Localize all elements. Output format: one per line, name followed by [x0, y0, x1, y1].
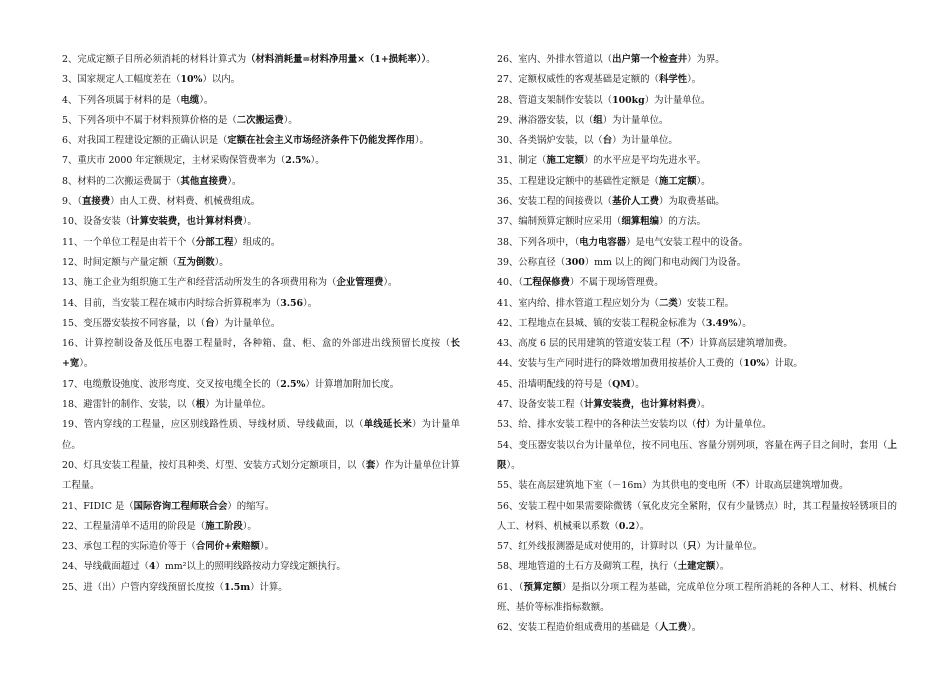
answer-text: 单线延长米	[363, 419, 412, 431]
answer-text: 施工定额	[546, 155, 584, 167]
question-text: ）组成的。	[233, 236, 281, 248]
question-item	[497, 314, 897, 334]
question-text: 20、灯具安装工程量，按灯具种类、灯型、安装方式划分定额项目，以（	[62, 459, 366, 471]
question-text: ）。	[630, 378, 645, 390]
question-item	[497, 618, 897, 638]
answer-text: 只	[687, 541, 697, 553]
answer-text: 直接费	[82, 196, 111, 208]
question-item	[62, 314, 460, 334]
question-text: ）为界。	[687, 54, 725, 65]
question-item	[62, 91, 460, 111]
question-text: 54、变压器安装以台为计量单位，按不同电压、容量分别列项，容量在两子目之间时，套用（	[497, 439, 888, 451]
question-text: ）。	[715, 561, 730, 573]
answer-text: 定额在社会主义市场经济条件下仍能发挥作用	[227, 135, 415, 147]
answer-text: 施工阶段	[205, 520, 243, 532]
question-item	[62, 517, 460, 537]
question-item	[497, 476, 897, 496]
question-text: 23、承包工程的实际造价等于（	[62, 541, 196, 553]
question-item	[62, 497, 460, 517]
question-text: 10、设备安装（	[62, 216, 131, 228]
question-text: ）为计量单位。	[644, 94, 711, 106]
question-text: ）。	[687, 622, 702, 634]
question-text: ）为计量单位。	[705, 419, 772, 431]
question-text: ）。	[79, 358, 94, 370]
answer-text: 二类	[658, 297, 678, 309]
answer-text: 分部工程	[195, 236, 234, 248]
answer-text: 电缆	[180, 94, 200, 106]
question-text: ）由人工费、材料费、机械费组成。	[110, 196, 261, 208]
question-item	[497, 151, 897, 171]
question-text: 47、设备安装工程（	[497, 399, 584, 411]
answer-text: 套	[365, 459, 376, 471]
question-text: ）。	[696, 175, 711, 187]
answer-text: （材料消耗量=材料净用量×（1+损耗率））	[246, 54, 427, 65]
question-text: ）是电气安装工程中的设备。	[626, 236, 749, 248]
answer-text: 预算定额	[523, 581, 562, 593]
answer-text: 根	[195, 399, 206, 411]
question-item	[497, 273, 897, 293]
question-text: ）mm²以上的照明线路按动力穿线定额执行。	[155, 561, 346, 573]
question-text: ）。	[214, 256, 229, 268]
question-text: ）。	[242, 520, 257, 532]
question-text: ）。	[737, 317, 752, 329]
question-text: ）计取高层建筑增加费。	[745, 480, 849, 492]
question-text: 44、安装与生产同时进行的降效增加费用按基价人工费的（	[497, 358, 744, 370]
question-item	[497, 294, 897, 314]
question-item	[62, 395, 460, 415]
question-text: 12、时间定额与产量定额（	[62, 256, 178, 268]
question-text: ）计算。	[250, 581, 288, 593]
answer-text: 300	[565, 256, 585, 268]
question-text: 56、安装工程中如果需要除微锈（氧化皮完全紧附，仅有少量锈点）时，其工程量按轻锈项目的人工、材料、机械乘以系数（	[497, 500, 897, 532]
question-item	[497, 354, 897, 374]
question-text: ）以内。	[202, 74, 240, 86]
question-text: ）不属于现场管理费。	[569, 277, 664, 289]
question-item	[62, 537, 460, 557]
left-column	[62, 50, 460, 598]
question-text: 13、施工企业为组织施工生产和经营活动所发生的各项费用称为（	[62, 277, 337, 289]
question-text: ）。	[303, 297, 318, 309]
question-text: ）。	[687, 74, 702, 86]
answer-text: 出户第一个检查井	[612, 54, 688, 65]
answer-text: 不	[680, 338, 690, 350]
question-item	[497, 131, 897, 151]
question-item	[497, 192, 897, 212]
question-text: ）计算增加附加长度。	[305, 378, 400, 390]
question-item	[62, 273, 460, 293]
question-text: ）的方法。	[658, 216, 706, 228]
question-text: ）。	[414, 135, 429, 147]
question-text: 26、室内、外排水管道以（	[497, 54, 613, 65]
question-text: 45、沿墙明配线的符号是（	[497, 378, 613, 390]
answer-text: 10%	[180, 74, 203, 86]
question-text: 18、避雷针的制作、安装，以（	[62, 399, 196, 411]
answer-text: 2.5%	[280, 378, 306, 390]
answer-text: 电力电容器	[579, 236, 627, 248]
question-text: ）mm 以上的阀门和电动阀门为设备。	[584, 256, 747, 268]
answer-text: 二次搬运费	[236, 114, 284, 126]
answer-text: 3.56	[280, 297, 304, 309]
question-item	[62, 111, 460, 131]
answer-text: 企业管理费	[336, 277, 384, 289]
question-item	[62, 415, 460, 456]
answer-text: 1.5m	[223, 581, 251, 593]
question-text: ）。	[242, 216, 257, 228]
question-item	[62, 151, 460, 171]
question-text: ）的水平应是平均先进水平。	[583, 155, 706, 167]
question-text: 35、工程建设定额中的基础性定额是（	[497, 175, 659, 187]
question-item	[62, 253, 460, 273]
question-item	[62, 212, 460, 232]
question-text: 17、电缆敷设弛度、波形弯度、交叉按电缆全长的（	[62, 378, 281, 390]
question-text: ）计取。	[765, 358, 803, 370]
question-text: ）安装工程。	[677, 297, 734, 309]
question-text: 55、装在高层建筑地下室（－16m）为其供电的变电所（	[497, 480, 737, 492]
question-text: 28、管道支架制作安装以（	[497, 94, 613, 106]
answer-text: 上限	[497, 439, 897, 471]
answer-text: 互为倒数	[177, 256, 215, 268]
question-item	[497, 70, 897, 90]
question-text: ）为计量单位。	[62, 419, 460, 451]
question-item	[497, 395, 897, 415]
question-item	[497, 50, 897, 70]
question-text: ）。	[635, 520, 650, 532]
answer-text: 工程保修费	[523, 277, 570, 289]
answer-text: 组	[593, 114, 603, 126]
question-text: 22、工程量清单不适用的阶段是（	[62, 520, 206, 532]
answer-text: 4	[148, 561, 156, 573]
question-text: ）计算高层建筑增加费。	[689, 338, 793, 350]
question-item	[497, 172, 897, 192]
answer-text: 科学性	[658, 74, 688, 86]
question-item	[497, 578, 897, 619]
answer-text: 人工费	[658, 622, 688, 634]
question-text: 58、埋地管道的土石方及砌筑工程，执行（	[497, 561, 678, 573]
right-column	[497, 50, 897, 639]
question-text: 16、计算控制设备及低压电器工程量时，各种箱、盘、柜、盒的外部进出线预留长度按（	[62, 338, 451, 350]
question-item	[62, 456, 460, 497]
question-text: 19、管内穿线的工程量，应区别线路性质、导线材质、导线截面，以（	[62, 419, 364, 431]
question-text: 7、重庆市 2000 年定额规定，主材采购保管费率为（	[62, 155, 286, 167]
question-text: 27、定额权威性的客观基础是定额的（	[497, 74, 659, 86]
question-item	[62, 50, 460, 70]
question-text: ）为计量单位。	[612, 135, 678, 147]
question-text: 15、变压器安装按不同容量，以（	[62, 317, 206, 329]
answer-text: 长+宽	[62, 338, 460, 370]
answer-text: 不	[736, 480, 746, 492]
question-item	[497, 253, 897, 273]
question-item	[62, 70, 460, 90]
question-text: 61、（	[497, 581, 524, 593]
question-text: 25、进（出）户管内穿线预留长度按（	[62, 581, 224, 593]
question-item	[497, 497, 897, 538]
answer-text: 10%	[743, 358, 766, 370]
answer-text: 付	[696, 419, 706, 431]
question-text: 31、制定（	[497, 155, 547, 167]
question-text: 40、（	[497, 277, 523, 289]
question-item	[62, 172, 460, 192]
question-text: 36、安装工程的间接费以（	[497, 196, 613, 208]
question-item	[497, 436, 897, 477]
question-text: 。	[426, 54, 436, 65]
question-text: 6、对我国工程建设定额的正确认识是（	[62, 135, 228, 147]
question-text: 9、（	[62, 196, 83, 208]
question-item	[62, 131, 460, 151]
question-item	[497, 375, 897, 395]
answer-text: 0.2	[618, 520, 636, 532]
question-text: 39、公称直径（	[497, 256, 566, 268]
question-text: 5、下列各项中不属于材料预算价格的是（	[62, 114, 237, 126]
question-text: 38、下列各项中，（	[497, 236, 580, 248]
question-item	[497, 111, 897, 131]
question-text: 30、各类锅炉安装，以（	[497, 135, 603, 147]
question-text: 24、导线截面超过（	[62, 561, 149, 573]
answer-text: 2.5%	[285, 155, 311, 167]
question-text: ）。	[283, 114, 298, 126]
question-text: 21、FIDIC 是（	[62, 500, 134, 512]
question-text: 2、完成定额子目所必须消耗的材料计算式为	[62, 54, 247, 65]
question-item	[497, 91, 897, 111]
answer-text: 基价人工费	[612, 196, 659, 208]
question-text: ）。	[227, 175, 242, 187]
answer-text: QM	[612, 378, 631, 390]
question-text: ）作为计量单位计算工程量。	[62, 459, 460, 492]
question-item	[497, 557, 897, 577]
question-item	[497, 334, 897, 354]
question-text: 8、材料的二次搬运费属于（	[62, 175, 181, 187]
answer-text: 台	[602, 135, 613, 147]
question-text: 57、红外线报测器是成对使用的，计算时以（	[497, 541, 688, 553]
question-text: 11、一个单位工程是由若干个（	[62, 236, 196, 248]
answer-text: 其他直接费	[180, 175, 228, 187]
answer-text: 施工定额	[658, 175, 697, 187]
question-item	[62, 375, 460, 395]
question-item	[497, 415, 897, 435]
question-text: 3、国家规定人工幅度差在（	[62, 74, 181, 86]
question-text: 42、工程地点在县城、镇的安装工程税金标准为（	[497, 317, 706, 329]
question-text: ）。	[259, 541, 274, 553]
answer-text: 细算粗编	[621, 216, 659, 228]
answer-text: 国际咨询工程师联合会	[133, 500, 228, 512]
question-item	[497, 233, 897, 253]
question-text: ）为计量单位。	[205, 399, 271, 411]
question-text: ）为计量单位。	[602, 114, 669, 126]
question-text: ）。	[506, 459, 521, 471]
question-item	[497, 537, 897, 557]
answer-text: 100kg	[612, 94, 645, 106]
question-text: ）为计量单位。	[696, 541, 763, 553]
answer-text: 合同价+索赔额	[195, 541, 260, 553]
answer-text: 台	[205, 317, 215, 329]
question-item	[62, 334, 460, 375]
question-item	[62, 578, 460, 598]
question-text: 62、安装工程造价组成费用的基础是（	[497, 622, 659, 634]
question-text: 4、下列各项属于材料的是（	[62, 94, 181, 106]
question-text: 41、室内给、排水管道工程应划分为（	[497, 297, 659, 309]
question-item	[62, 192, 460, 212]
question-item	[62, 294, 460, 314]
answer-text: 计算安装费，也计算材料费	[583, 399, 697, 411]
question-item	[497, 212, 897, 232]
answer-text: 计算安装费，也计算材料费	[130, 216, 243, 228]
question-text: 14、目前，当安装工程在城市内时综合折算税率为（	[62, 297, 281, 309]
question-text: ）的缩写。	[227, 500, 275, 512]
question-item	[62, 233, 460, 253]
answer-text: 3.49%	[705, 317, 738, 329]
question-text: ）是指以分项工程为基础，完成单位分项工程所消耗的各种人工、材料、机械台班、基价等标准指标数额。	[497, 581, 897, 614]
question-text: ）为取费基础。	[658, 196, 725, 208]
question-text: ）。	[696, 399, 711, 411]
question-text: ）。	[199, 94, 214, 106]
question-text: 29、淋浴器安装，以（	[497, 114, 594, 126]
answer-text: 土建定额	[677, 561, 716, 573]
question-item	[62, 557, 460, 577]
question-text: 53、给、排水安装工程中的各种法兰安装均以（	[497, 419, 697, 431]
question-text: ）。	[310, 155, 325, 167]
question-text: ）。	[383, 277, 398, 289]
question-text: 43、高度 6 层的民用建筑的管道安装工程（	[497, 338, 681, 350]
question-text: ）为计量单位。	[214, 317, 281, 329]
question-text: 37、编制预算定额时应采用（	[497, 216, 622, 228]
